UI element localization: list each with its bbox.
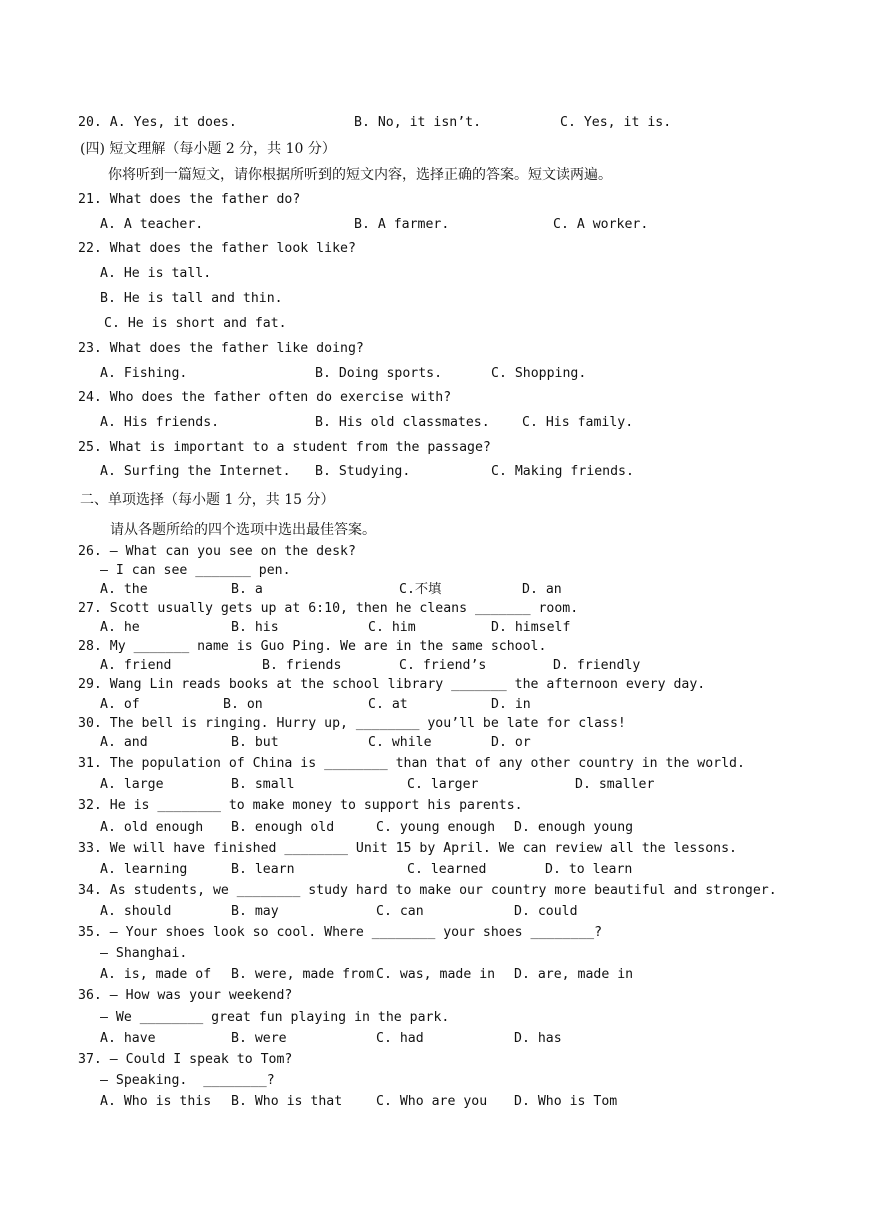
text-line: 34. As students, we ________ study hard to make our country more beautiful and stronger.	[78, 883, 777, 898]
text-line: D. himself	[491, 620, 571, 635]
text-line: D. an	[522, 582, 562, 597]
text-line: B. his	[231, 620, 279, 635]
text-line: D. Who is Tom	[514, 1094, 618, 1109]
text-line: C. him	[368, 620, 416, 635]
text-line: B. No, it isn’t.	[354, 115, 482, 130]
text-line: D. in	[491, 697, 531, 712]
text-line: — Shanghai.	[100, 946, 188, 961]
text-line: C. A worker.	[553, 217, 649, 232]
text-line: C. Making friends.	[491, 464, 634, 479]
text-line: A. Fishing.	[100, 366, 188, 381]
text-line: D. smaller	[575, 777, 655, 792]
text-line: 22. What does the father look like?	[78, 241, 356, 256]
text-line: D. has	[514, 1031, 562, 1046]
text-line: C. larger	[407, 777, 479, 792]
text-line: A. have	[100, 1031, 156, 1046]
text-line: 36. — How was your weekend?	[78, 988, 293, 1003]
text-line: C. was, made in	[376, 967, 496, 982]
text-line: A. Surfing the Internet.	[100, 464, 291, 479]
text-line: A. the	[100, 582, 148, 597]
text-line: 27. Scott usually gets up at 6:10, then he cleans _______ room.	[78, 601, 579, 616]
text-line: D. or	[491, 735, 531, 750]
text-line: 37. — Could I speak to Tom?	[78, 1052, 293, 1067]
text-line: C. Shopping.	[491, 366, 587, 381]
text-line: 28. My _______ name is Guo Ping. We are in the same school.	[78, 639, 547, 654]
text-line: B. enough old	[231, 820, 335, 835]
text-line: 请从各题所给的四个选项中选出最佳答案。	[110, 522, 376, 538]
text-line: 35. — Your shoes look so cool. Where ________ your shoes ________?	[78, 925, 603, 940]
text-line: B. were, made from	[231, 967, 374, 982]
text-line: A. learning	[100, 862, 188, 877]
text-line: D. enough young	[514, 820, 634, 835]
text-line: 29. Wang Lin reads books at the school library _______ the afternoon every day.	[78, 677, 706, 692]
text-line: 31. The population of China is ________ than that of any other country in the world.	[78, 756, 745, 771]
text-line: 23. What does the father like doing?	[78, 341, 364, 356]
text-line: A. His friends.	[100, 415, 220, 430]
text-line: 33. We will have finished ________ Unit 15 by April. We can review all the lessons.	[78, 841, 737, 856]
text-line: B. but	[231, 735, 279, 750]
text-line: A. friend	[100, 658, 172, 673]
text-line: B. His old classmates.	[315, 415, 490, 430]
text-line: (四) 短文理解（每小题 2 分，共 10 分）	[80, 141, 336, 157]
text-line: 二、单项选择（每小题 1 分，共 15 分）	[80, 492, 335, 508]
text-line: A. Who is this	[100, 1094, 212, 1109]
text-line: A. should	[100, 904, 172, 919]
text-line: — I can see _______ pen.	[100, 563, 291, 578]
text-line: 30. The bell is ringing. Hurry up, ________ you’ll be late for class!	[78, 716, 626, 731]
text-line: B. may	[231, 904, 279, 919]
text-line: C. learned	[407, 862, 487, 877]
text-line: C. at	[368, 697, 408, 712]
text-line: B. friends	[262, 658, 342, 673]
text-line: C. Yes, it is.	[560, 115, 672, 130]
text-line: B. Studying.	[315, 464, 411, 479]
text-line: A. He is tall.	[100, 266, 212, 281]
text-line: 26. — What can you see on the desk?	[78, 544, 356, 559]
text-line: C. He is short and fat.	[104, 316, 287, 331]
text-line: A. of	[100, 697, 140, 712]
text-line: D. are, made in	[514, 967, 634, 982]
text-line: C. Who are you	[376, 1094, 488, 1109]
text-line: B. He is tall and thin.	[100, 291, 283, 306]
text-line: 24. Who does the father often do exercise with?	[78, 390, 452, 405]
text-line: B. A farmer.	[354, 217, 450, 232]
text-line: C. young enough	[376, 820, 496, 835]
text-line: A. large	[100, 777, 164, 792]
text-line: A. he	[100, 620, 140, 635]
text-line: C.不填	[399, 582, 442, 597]
text-line: 21. What does the father do?	[78, 192, 301, 207]
text-line: C. can	[376, 904, 424, 919]
text-line: 25. What is important to a student from the passage?	[78, 440, 491, 455]
text-line: B. were	[231, 1031, 287, 1046]
text-line: B. a	[231, 582, 263, 597]
text-line: C. His family.	[522, 415, 634, 430]
text-line: 32. He is ________ to make money to support his parents.	[78, 798, 523, 813]
text-line: C. while	[368, 735, 432, 750]
text-line: C. had	[376, 1031, 424, 1046]
text-line: A. A teacher.	[100, 217, 204, 232]
text-line: D. friendly	[553, 658, 641, 673]
text-line: 你将听到一篇短文，请你根据所听到的短文内容，选择正确的答案。短文读两遍。	[108, 167, 612, 183]
text-line: B. small	[231, 777, 295, 792]
text-line: C. friend’s	[399, 658, 487, 673]
text-line: B. learn	[231, 862, 295, 877]
text-line: 20. A. Yes, it does.	[78, 115, 237, 130]
text-line: D. to learn	[545, 862, 633, 877]
text-line: A. old enough	[100, 820, 204, 835]
text-line: B. Who is that	[231, 1094, 343, 1109]
text-line: A. is, made of	[100, 967, 212, 982]
text-line: B. on	[223, 697, 263, 712]
text-line: B. Doing sports.	[315, 366, 443, 381]
text-line: D. could	[514, 904, 578, 919]
text-line: — Speaking. ________?	[100, 1073, 275, 1088]
text-line: — We ________ great fun playing in the park.	[100, 1010, 450, 1025]
text-line: A. and	[100, 735, 148, 750]
